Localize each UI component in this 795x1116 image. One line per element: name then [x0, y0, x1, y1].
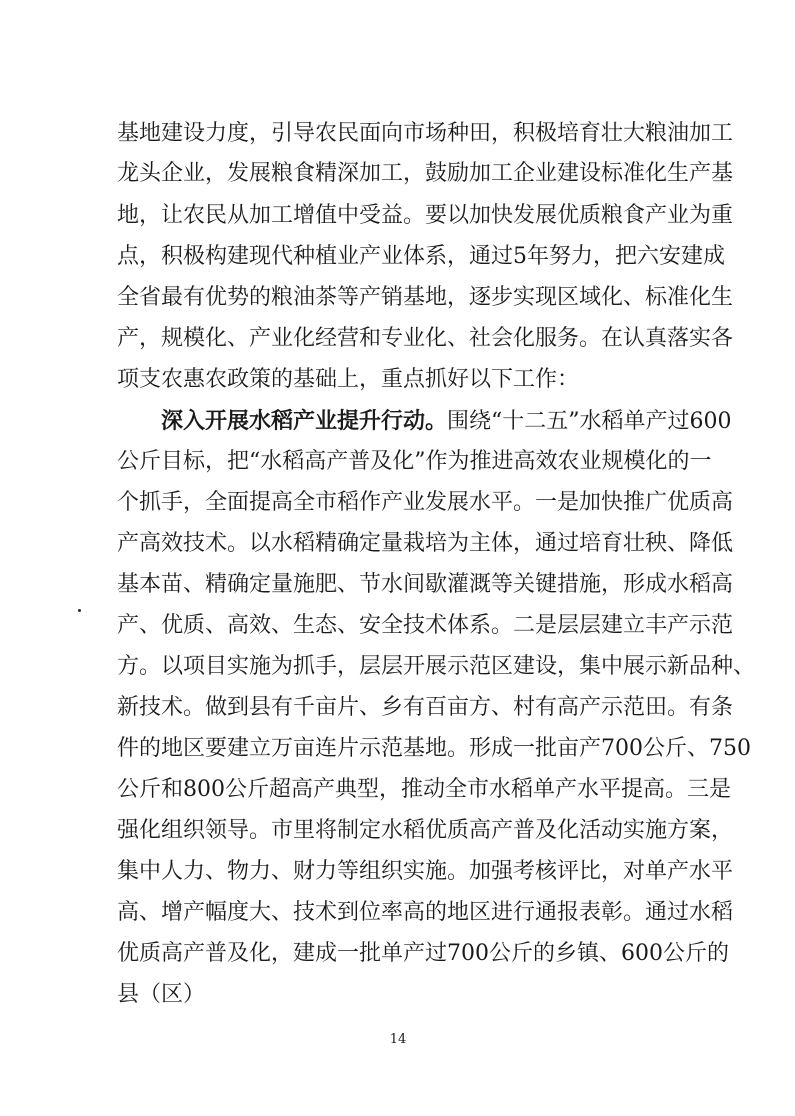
section-heading: 深入开展水稻产业提升行动。 — [161, 408, 448, 434]
scan-artifact-dot — [78, 609, 81, 612]
paragraph-2-line-3: 个抓手，全面提高全市稻作产业发展水平。一是加快推广优质高 — [117, 490, 734, 515]
paragraph-2-line-10: 公斤和800公斤超高产典型，推动全市水稻单产水平提高。三是 — [117, 777, 731, 802]
paragraph-1-line-5: 全省最有优势的粮油茶等产销基地，逐步实现区域化、标准化生 — [117, 285, 734, 310]
paragraph-2-line-15: 县（区） — [117, 982, 206, 1007]
paragraph-2-line-1 — [161, 408, 732, 435]
paragraph-2-line-11: 强化组织领导。市里将制定水稻优质高产普及化活动实施方案， — [117, 818, 734, 843]
paragraph-1-line-4: 点，积极构建现代种植业产业体系，通过5年努力，把六安建成 — [117, 244, 725, 269]
paragraph-2-line-4: 产高效技术。以水稻精确定量栽培为主体，通过培育壮秧、降低 — [117, 531, 734, 556]
paragraph-2-line-8: 新技术。做到县有千亩片、乡有百亩方、村有高产示范田。有条 — [117, 695, 734, 720]
paragraph-1-line-3: 地，让农民从加工增值中受益。要以加快发展优质粮食产业为重 — [117, 203, 734, 228]
paragraph-2-line-2: 公斤目标，把“水稻高产普及化”作为推进高效农业规模化的一 — [117, 449, 712, 474]
paragraph-2-line-7: 方。以项目实施为抓手，层层开展示范区建设，集中展示新品种、 — [117, 654, 756, 679]
paragraph-2-line-5: 基本苗、精确定量施肥、节水间歇灌溉等关键措施，形成水稻高 — [117, 572, 734, 597]
paragraph-1-line-6: 产，规模化、产业化经营和专业化、社会化服务。在认真落实各 — [117, 326, 734, 351]
paragraph-2-line-13: 高、增产幅度大、技术到位率高的地区进行通报表彰。通过水稻 — [117, 900, 734, 925]
paragraph-1-line-2: 龙头企业，发展粮食精深加工，鼓励加工企业建设标准化生产基 — [117, 161, 734, 186]
paragraph-2-line-12: 集中人力、物力、财力等组织实施。加强考核评比，对单产水平 — [117, 859, 734, 884]
paragraph-2-line-6: 产、优质、高效、生态、安全技术体系。二是层层建立丰产示范 — [117, 613, 734, 638]
paragraph-2-line-9: 件的地区要建立万亩连片示范基地。形成一批亩产700公斤、750 — [117, 736, 751, 761]
paragraph-1-line-7: 项支农惠农政策的基础上，重点抓好以下工作： — [117, 367, 580, 392]
paragraph-2-line-14: 优质高产普及化，建成一批单产过700公斤的乡镇、600公斤的 — [117, 941, 729, 966]
paragraph-1-line-1: 基地建设力度，引导农民面向市场种田，积极培育壮大粮油加工 — [117, 121, 734, 146]
paragraph-2-line-1-rest: 围绕“十二五”水稻单产过600 — [447, 409, 732, 434]
page-number: 14 — [389, 1032, 407, 1047]
